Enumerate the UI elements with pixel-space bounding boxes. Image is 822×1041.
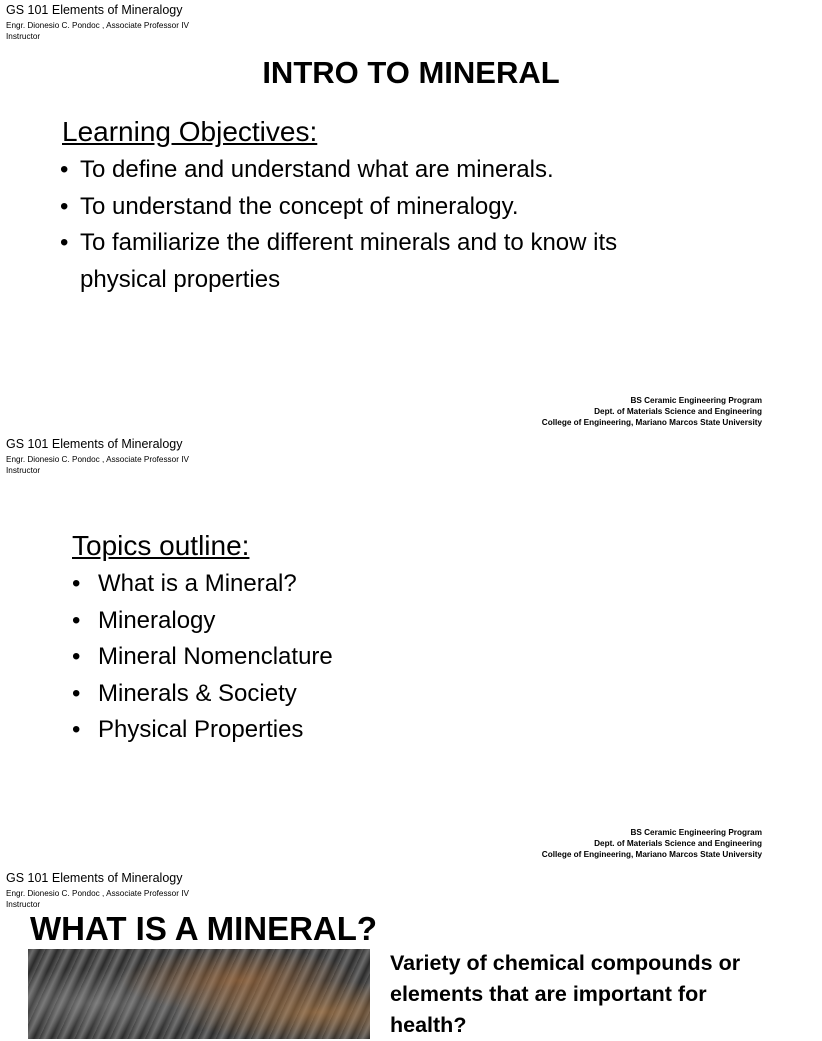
course-title: GS 101 Elements of Mineralogy — [6, 437, 183, 451]
footer-college: College of Engineering, Mariano Marcos State University — [541, 418, 762, 427]
topic-item: • Mineral Nomenclature — [72, 639, 333, 676]
footer-college: College of Engineering, Mariano Marcos State University — [541, 850, 762, 859]
author-role: Instructor — [6, 466, 41, 475]
instructor-info — [6, 888, 189, 910]
footer-program: BS Ceramic Engineering Program — [630, 396, 762, 405]
topics-list — [72, 566, 333, 749]
instructor-info — [6, 454, 189, 476]
objectives-heading: Learning Objectives: — [62, 116, 318, 147]
course-title: GS 101 Elements of Mineralogy — [6, 3, 183, 17]
author-role: Instructor — [6, 900, 41, 909]
slide-title: WHAT IS A MINERAL? — [30, 910, 378, 947]
topic-item: • Mineralogy — [72, 603, 333, 640]
instructor-info — [6, 20, 189, 42]
slide-footer — [542, 395, 762, 428]
author-role: Instructor — [6, 32, 41, 41]
topics-heading: Topics outline: — [72, 530, 250, 561]
author-name: Engr. Dionesio C. Pondoc , Associate Professor IV — [6, 21, 189, 30]
slide-2 — [0, 434, 768, 868]
author-name: Engr. Dionesio C. Pondoc , Associate Professor IV — [6, 889, 189, 898]
rock-photo — [28, 949, 370, 1039]
slide-3 — [0, 868, 768, 1037]
objective-item: • To define and understand what are minerals. — [60, 152, 710, 189]
topic-item: • Physical Properties — [72, 712, 333, 749]
topic-item: • Minerals & Society — [72, 676, 333, 713]
slide-body-text: Variety of chemical compounds or elements that are important for health? — [390, 951, 741, 1037]
footer-department: Dept. of Materials Science and Engineering — [594, 839, 762, 848]
course-title: GS 101 Elements of Mineralogy — [6, 871, 183, 885]
topic-item: • What is a Mineral? — [72, 566, 333, 603]
objective-item: • To understand the concept of mineralogy. — [60, 189, 710, 226]
author-name: Engr. Dionesio C. Pondoc , Associate Professor IV — [6, 455, 189, 464]
slide-1 — [0, 0, 768, 434]
objective-item: • To familiarize the different minerals and to know its physical properties — [60, 225, 710, 298]
footer-department: Dept. of Materials Science and Engineering — [594, 407, 762, 416]
slide-footer — [542, 827, 762, 860]
objectives-list — [60, 152, 710, 298]
footer-program: BS Ceramic Engineering Program — [630, 828, 762, 837]
slide-title: INTRO TO MINERAL — [262, 55, 560, 90]
